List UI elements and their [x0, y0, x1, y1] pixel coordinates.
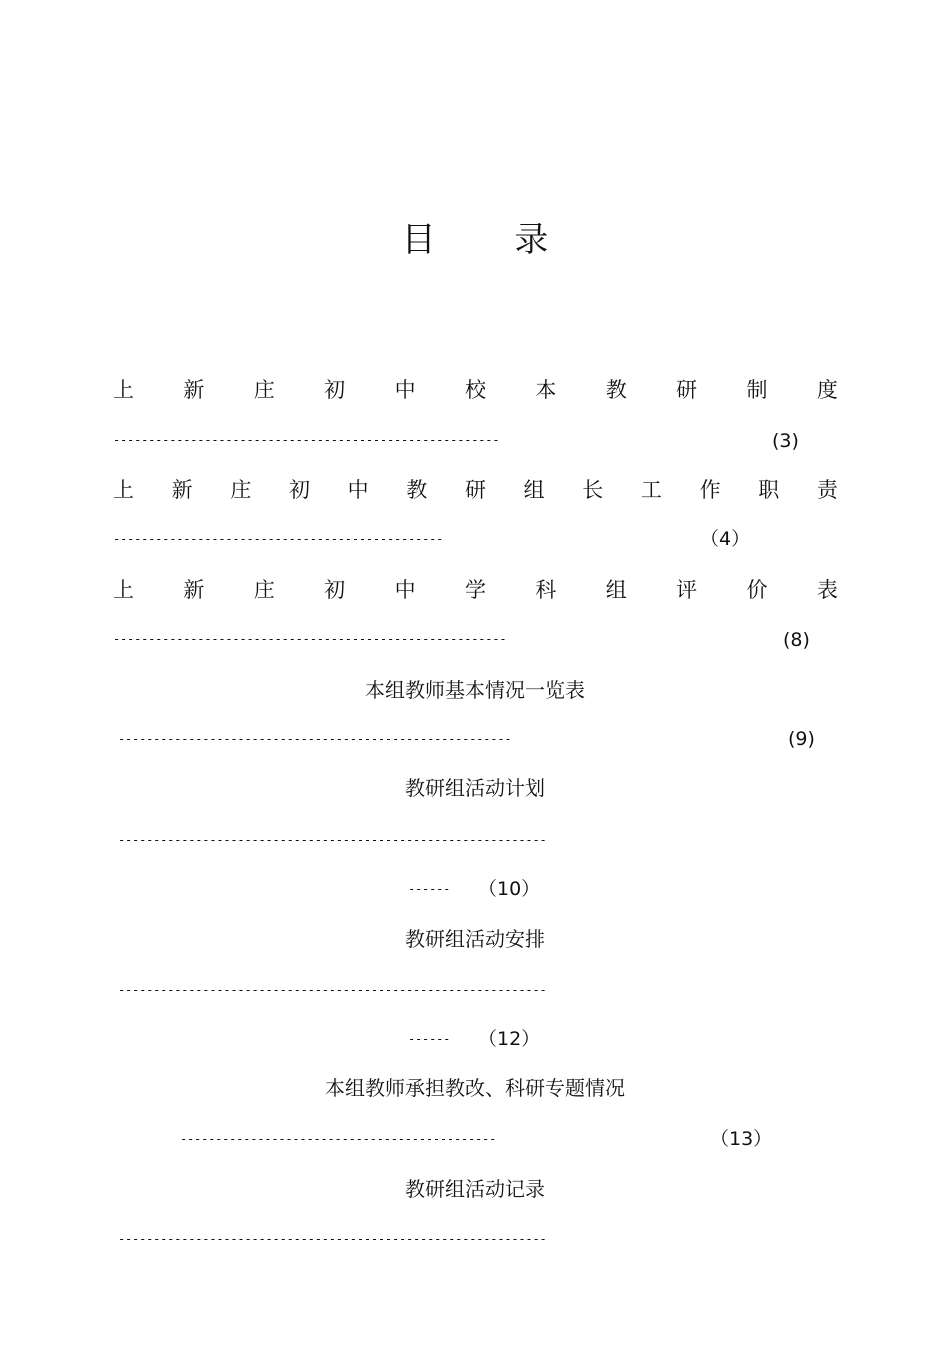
toc-label-char: 中: [394, 378, 416, 402]
toc-entry-6-leader: -------------------------------------------------------------: [118, 983, 547, 997]
toc-entry-5-tail-leader: ------: [408, 882, 451, 896]
toc-entry-7-leader: ---------------------------------------------: [180, 1132, 497, 1146]
toc-entry-6-label: 教研组活动安排: [405, 927, 545, 951]
toc-label-char: 研: [676, 378, 698, 402]
toc-label-char: 新: [183, 378, 205, 402]
toc-entry-5-leader: -------------------------------------------------------------: [118, 833, 547, 847]
toc-label-char: 职: [758, 478, 780, 502]
toc-label-char: 上: [113, 578, 134, 602]
toc-label-char: 教: [406, 478, 428, 502]
toc-entry-8-leader: -------------------------------------------------------------: [118, 1232, 547, 1246]
toc-entry-2-label: [113, 477, 838, 503]
toc-label-char: 制: [746, 378, 768, 402]
toc-label-char: 庄: [253, 578, 275, 602]
toc-label-char: 表: [816, 578, 838, 602]
toc-label-char: 工: [640, 478, 662, 502]
toc-label-char: 研: [464, 478, 486, 502]
toc-label-char: 校: [464, 378, 486, 402]
toc-entry-6-page: （12）: [478, 1028, 541, 1050]
toc-label-char: 组: [605, 578, 627, 602]
toc-entry-2-leader: -----------------------------------------------: [113, 532, 444, 546]
toc-entry-1-leader: -------------------------------------------------------: [113, 433, 500, 447]
toc-label-char: 作: [699, 478, 721, 502]
toc-entry-4-label: 本组教师基本情况一览表: [365, 678, 585, 702]
toc-label-char: 上: [113, 478, 134, 502]
toc-label-char: 教: [605, 378, 627, 402]
toc-label-char: 责: [816, 478, 838, 502]
toc-entry-3-label: [113, 577, 838, 603]
toc-entry-7-label: 本组教师承担教改、科研专题情况: [325, 1076, 625, 1100]
toc-label-char: 度: [816, 378, 838, 402]
toc-entry-4-page: (9): [788, 728, 815, 750]
toc-label-char: 新: [171, 478, 193, 502]
toc-entry-4-leader: --------------------------------------------------------: [118, 732, 512, 746]
toc-label-char: 学: [464, 578, 486, 602]
toc-label-char: 评: [676, 578, 698, 602]
toc-label-char: 中: [394, 578, 416, 602]
toc-label-char: 长: [582, 478, 604, 502]
page-title: 目 录: [401, 220, 583, 260]
toc-label-char: 庄: [230, 478, 252, 502]
toc-label-char: 本: [535, 378, 557, 402]
toc-entry-3-leader: --------------------------------------------------------: [113, 632, 507, 646]
toc-label-char: 科: [535, 578, 557, 602]
toc-entry-8-label: 教研组活动记录: [405, 1177, 545, 1201]
toc-label-char: 庄: [253, 378, 275, 402]
toc-label-char: 初: [288, 478, 310, 502]
toc-label-char: 初: [324, 578, 346, 602]
toc-entry-5-page: （10）: [478, 878, 541, 900]
toc-entry-2-page: （4）: [700, 528, 751, 550]
toc-entry-6-tail-leader: ------: [408, 1032, 451, 1046]
toc-entry-1-page: (3): [772, 430, 799, 452]
toc-label-char: 新: [183, 578, 205, 602]
toc-entry-5-label: 教研组活动计划: [405, 776, 545, 800]
toc-entry-3-page: (8): [783, 629, 810, 651]
toc-label-char: 初: [324, 378, 346, 402]
toc-label-char: 中: [347, 478, 369, 502]
toc-label-char: 价: [746, 578, 768, 602]
toc-label-char: 组: [523, 478, 545, 502]
toc-entry-1-label: [113, 377, 838, 403]
toc-entry-7-page: （13）: [710, 1128, 773, 1150]
toc-label-char: 上: [113, 378, 134, 402]
